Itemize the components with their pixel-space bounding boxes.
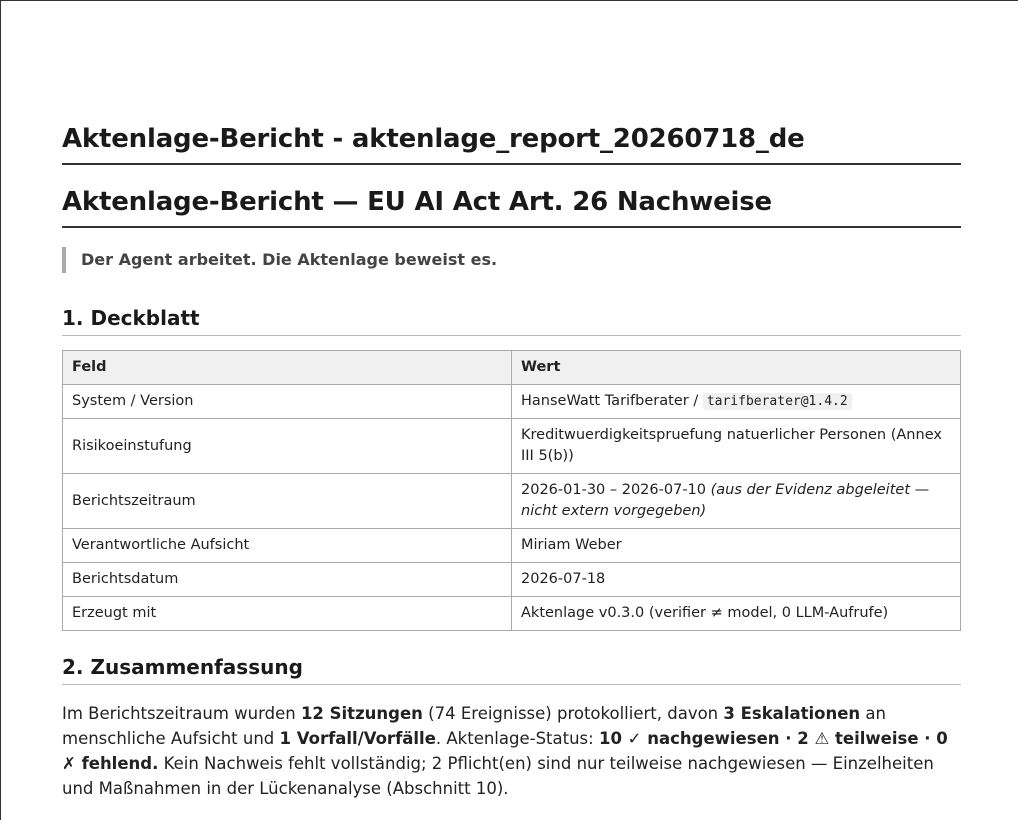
value-cell (512, 385, 961, 419)
summary-text: . Aktenlage-Status: (435, 729, 599, 748)
summary-text: (74 Ereignisse) protokolliert, davon (422, 704, 724, 723)
value-cell: Aktenlage v0.3.0 (verifier ≠ model, 0 LLM-Aufrufe) (512, 597, 961, 631)
field-cell: Risikoeinstufung (63, 419, 512, 474)
table-row (63, 474, 961, 529)
summary-incidents: 1 Vorfall/Vorfälle (279, 729, 436, 748)
value-cell (512, 474, 961, 529)
summary-status: 10 ✓ nachgewiesen · 2 ⚠ teilweise · 0 ✗ fehlend. (62, 729, 948, 773)
table-row (63, 597, 961, 631)
main-title: Aktenlage-Bericht — EU AI Act Art. 26 Nachweise (62, 184, 961, 228)
value-text: 2026-01-30 – 2026-07-10 (521, 482, 711, 498)
summary-text: Kein Nachweis fehlt vollständig; 2 Pflicht(en) sind nur teilweise nachgewiesen — Einzelheiten und Maßnahmen in der Lückenanalyse (Abschnitt 10). (62, 754, 934, 798)
value-cell: 2026-07-18 (512, 563, 961, 597)
value-cell: Miriam Weber (512, 529, 961, 563)
summary-sessions: 12 Sitzungen (300, 704, 423, 723)
field-cell: Erzeugt mit (63, 597, 512, 631)
summary-escalations: 3 Eskalationen (723, 704, 861, 723)
cover-table (62, 350, 961, 631)
section-heading-cover: 1. Deckblatt (62, 305, 961, 336)
value-cell: Kreditwuerdigkeitspruefung natuerlicher Personen (Annex III 5(b)) (512, 419, 961, 474)
field-cell: Verantwortliche Aufsicht (63, 529, 512, 563)
value-note: (aus der Evidenz abgeleitet — nicht extern vorgegeben) (521, 482, 930, 519)
column-header-field: Feld (63, 351, 512, 385)
table-row (63, 563, 961, 597)
summary-text: Im Berichtszeitraum wurden (62, 704, 301, 723)
report-title: Aktenlage-Bericht - aktenlage_report_20260718_de (62, 121, 961, 165)
table-row (63, 529, 961, 563)
value-text: HanseWatt Tarifberater / (521, 393, 703, 409)
field-cell: Berichtszeitraum (63, 474, 512, 529)
field-cell: Berichtsdatum (63, 563, 512, 597)
summary-text: an menschliche Aufsicht und (62, 704, 886, 748)
version-code: tarifberater@1.4.2 (703, 393, 852, 410)
column-header-value: Wert (512, 351, 961, 385)
table-row (63, 385, 961, 419)
section-heading-summary: 2. Zusammenfassung (62, 654, 961, 685)
tagline-blockquote: Der Agent arbeitet. Die Aktenlage beweist es. (62, 247, 961, 273)
table-header-row (63, 351, 961, 385)
summary-paragraph (62, 701, 961, 801)
table-row (63, 419, 961, 474)
field-cell: System / Version (63, 385, 512, 419)
